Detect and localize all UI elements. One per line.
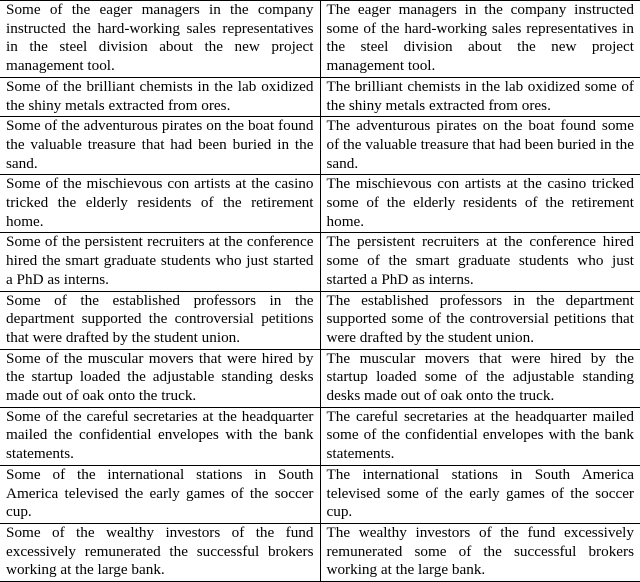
quantified-subject-sentence: Some of the persistent recruiters at the conference hired the smart graduate students who just started a PhD as interns. [0,233,320,291]
quantified-object-sentence: The muscular movers that were hired by the startup loaded some of the adjustable standing desks made out of oak onto the truck. [320,349,640,407]
quantified-object-sentence: The wealthy investors of the fund excessively remunerated some of the successful brokers working at the large bank. [320,523,640,581]
quantified-object-sentence: The mischievous con artists at the casino tricked some of the elderly residents of the retirement home. [320,175,640,233]
quantified-subject-sentence: Some of the mischievous con artists at the casino tricked the elderly residents of the retirement home. [0,175,320,233]
quantified-subject-sentence: Some of the wealthy investors of the fund excessively remunerated the successful brokers working at the large bank. [0,523,320,581]
quantified-object-sentence: The persistent recruiters at the conference hired some of the smart graduate students who just started a PhD as interns. [320,233,640,291]
quantified-object-sentence: The international stations in South America televised some of the early games of the soccer cup. [320,465,640,523]
table-row [0,407,640,465]
table-row [0,117,640,175]
quantified-subject-sentence: Some of the established professors in the department supported the controversial petitions that were drafted by the student union. [0,291,320,349]
table-row [0,233,640,291]
quantified-subject-sentence: Some of the adventurous pirates on the boat found the valuable treasure that had been buried in the sand. [0,117,320,175]
quantified-object-sentence: The eager managers in the company instructed some of the hard-working sales representatives in the steel division about the new project management tool. [320,1,640,78]
quantified-object-sentence: The adventurous pirates on the boat found some of the valuable treasure that had been buried in the sand. [320,117,640,175]
quantified-subject-sentence: Some of the eager managers in the company instructed the hard-working sales representatives in the steel division about the new project management tool. [0,1,320,78]
table-row [0,291,640,349]
table-body [0,1,640,582]
table-row [0,77,640,116]
quantified-subject-sentence: Some of the careful secretaries at the headquarter mailed the confidential envelopes with the bank statements. [0,407,320,465]
quantified-object-sentence: The brilliant chemists in the lab oxidized some of the shiny metals extracted from ores. [320,77,640,116]
table-row [0,1,640,78]
quantified-subject-sentence: Some of the brilliant chemists in the lab oxidized the shiny metals extracted from ores. [0,77,320,116]
quantified-object-sentence: The careful secretaries at the headquarter mailed some of the confidential envelopes with the bank statements. [320,407,640,465]
table-row [0,349,640,407]
quantified-subject-sentence: Some of the international stations in South America televised the early games of the soccer cup. [0,465,320,523]
table-row [0,465,640,523]
table-row [0,175,640,233]
quantified-object-sentence: The established professors in the department supported some of the controversial petitions that were drafted by the student union. [320,291,640,349]
quantified-subject-sentence: Some of the muscular movers that were hired by the startup loaded the adjustable standing desks made out of oak onto the truck. [0,349,320,407]
table-row [0,523,640,581]
